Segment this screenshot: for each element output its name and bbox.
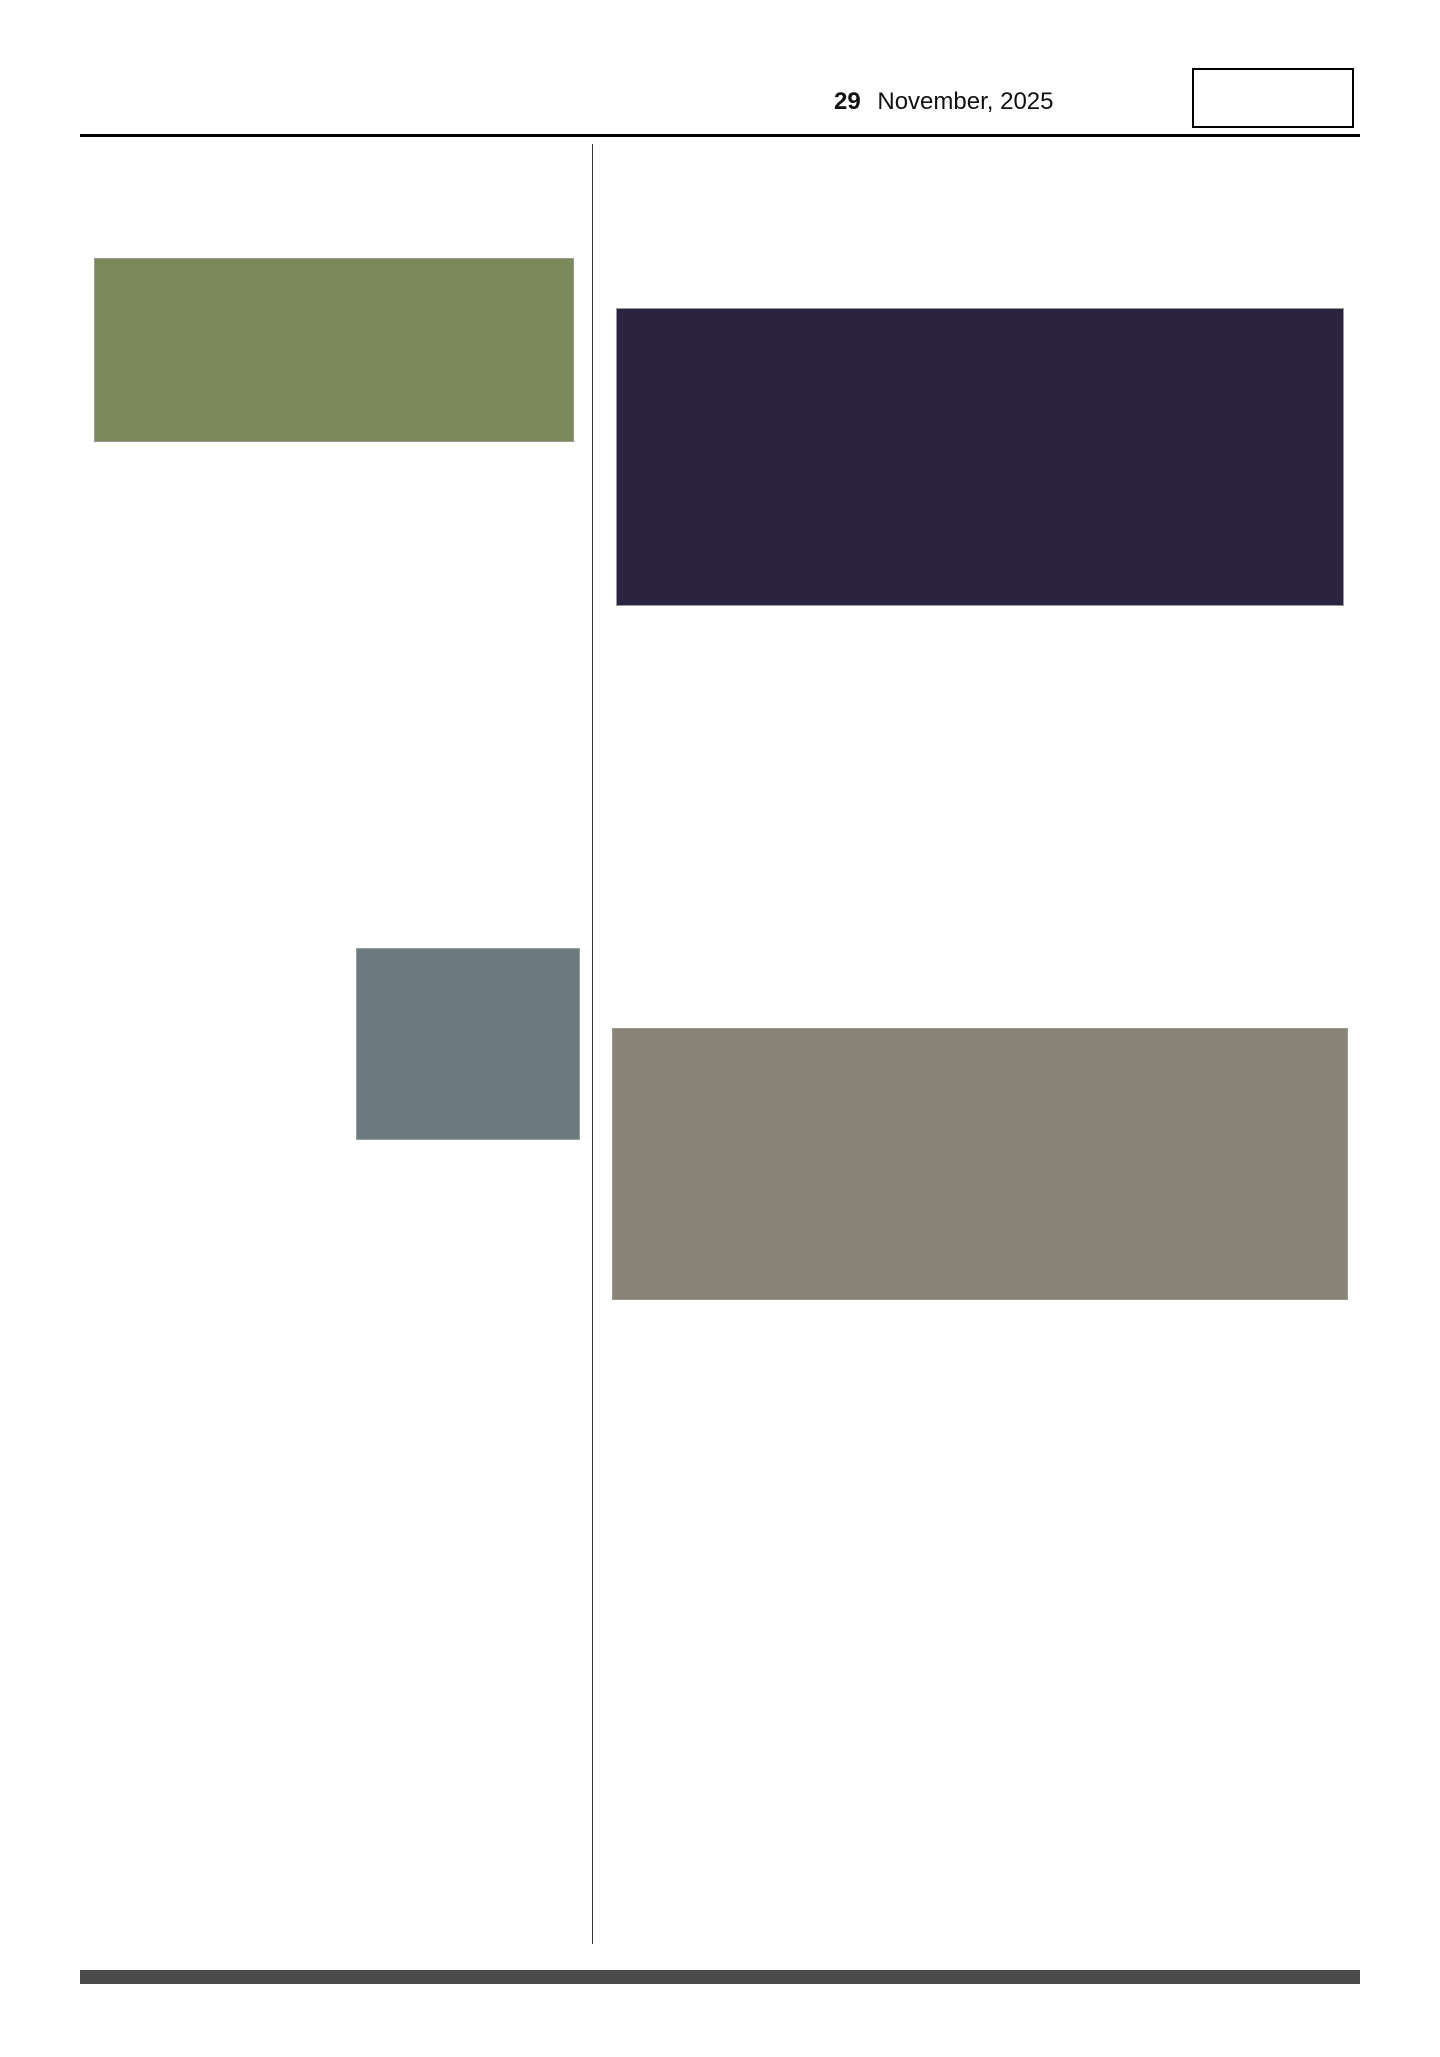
story4-body-col3 [1114,1334,1358,1934]
page-number-box [1192,68,1354,128]
story3-body-col1 [82,948,342,1468]
story4-photo [612,1028,1348,1300]
story1-photo [94,258,574,442]
page-header [80,68,1360,138]
story1-body-col1 [82,458,332,778]
header-rule [80,134,1360,137]
story2-body-col3 [1116,622,1356,922]
story3-body-col2 [348,1150,588,1470]
story2-body-col2 [860,622,1100,922]
story5-body-col2 [348,1648,588,1938]
header-english-date [834,88,1053,116]
story1-body-col2 [348,458,588,778]
story5-body-col1 [82,1648,332,1938]
footer-bar [80,1970,1360,1984]
story4-body-col1 [594,1334,838,1934]
story4-body-col2 [854,1334,1098,1934]
story2-body-col1 [604,622,844,922]
column-divider [592,144,593,1944]
story2-photo [616,308,1344,606]
header-date-day: 29 [834,88,861,115]
story3-photo [356,948,580,1140]
header-date-rest: November, 2025 [877,88,1054,115]
